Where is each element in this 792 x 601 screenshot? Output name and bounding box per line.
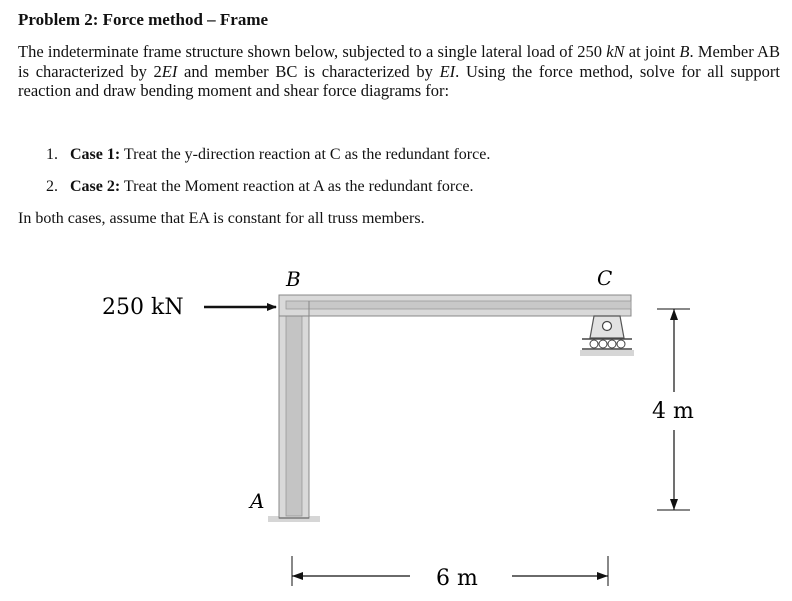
case-2-number: 2. [46,178,58,195]
statement-text-3: . Member AB is characterized by 2 [18,42,780,81]
statement-joint: B [679,42,690,61]
statement-unit: kN [606,42,625,61]
case-1-text: Treat the y-direction reaction at C as the redundant force. [120,146,491,163]
statement-ei-ab: EI [161,61,178,81]
case-2-text: Treat the Moment reaction at A as the redundant force. [120,178,474,195]
span-dimension-label: 6 m [436,566,478,591]
statement-ei-bc: EI [439,61,456,81]
height-dimension-label: 4 m [652,399,694,424]
statement-text-4: and member BC is characterized by [177,61,440,81]
case-1-label: Case 1: [70,146,121,163]
problem-title: Problem 2: Force method – Frame [18,10,269,29]
joint-b-label: B [286,267,301,291]
assumption-note: In both cases, assume that EA is constant for all truss members. [18,210,425,227]
statement-text-5: . Using the force method, solve for all support reaction and draw bending moment and shear force diagrams for: [18,61,780,100]
roller-support-c [580,316,634,356]
load-label: 250 kN [102,295,184,320]
joint-c-label: C [597,266,613,290]
statement-text-1: The indeterminate frame structure shown below, subjected to a single lateral load of 250 [18,42,607,61]
joint-a-label: A [250,489,265,513]
case-2-label: Case 2: [70,178,121,195]
case-1-number: 1. [46,146,58,163]
member-bc [279,295,631,316]
member-ab [279,300,309,518]
statement-text-2: at joint [624,42,680,61]
